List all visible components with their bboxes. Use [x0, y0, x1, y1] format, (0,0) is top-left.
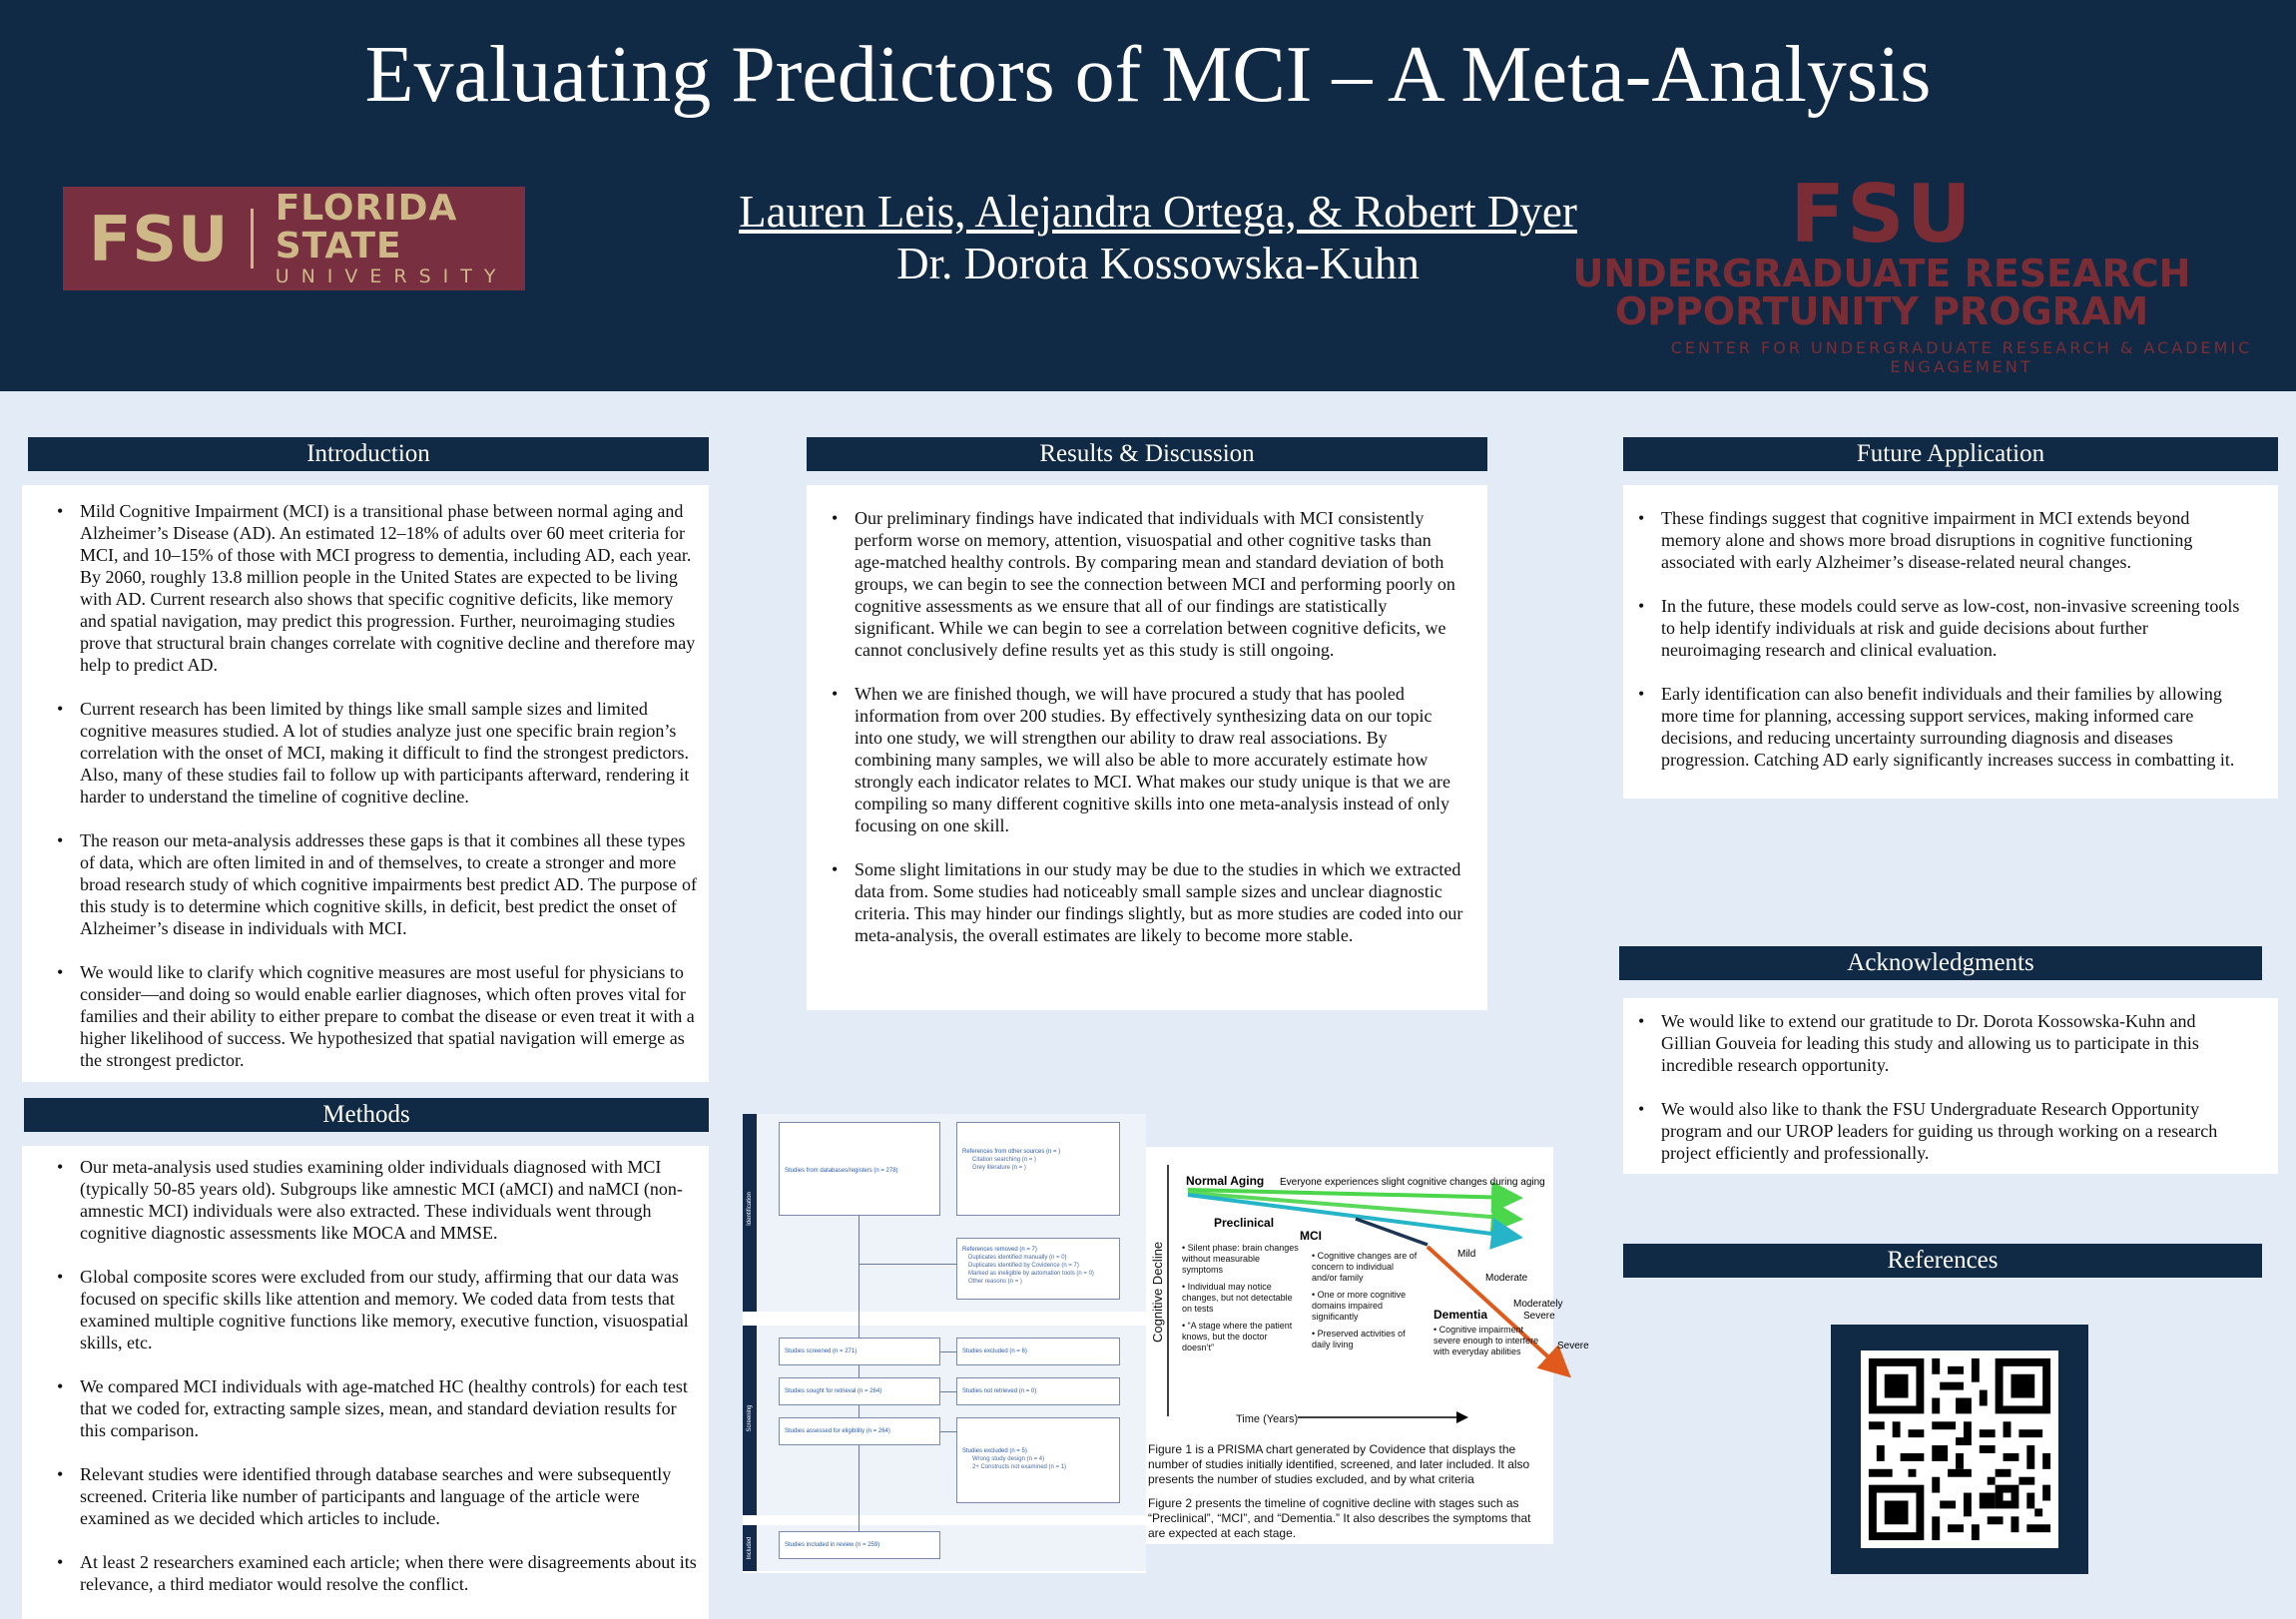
mci-bullets	[1312, 1251, 1422, 1350]
introduction-item: • Current research has been limited by things like small sample sizes and limited cognitive measures studied. A lot of studies analyze just one specific brain region’s correlation with the onset of MCI, making it difficult to find the strongest predictors. Also, many of these studies fail to follow up with participants afterward, rendering it harder to understand the timeline of cognitive decline.	[80, 698, 703, 808]
qr-code[interactable]	[1861, 1350, 2058, 1548]
prisma-box-sought: Studies sought for retrieval (n = 264)	[779, 1377, 940, 1405]
stage-moderate: Moderate	[1485, 1273, 1528, 1284]
prisma-connector	[859, 1365, 860, 1377]
qr-code-panel	[1831, 1325, 2088, 1574]
mci-bullet: • Cognitive changes are of concern to individual and/or family	[1312, 1251, 1418, 1283]
stage-severe-sub: Severe	[1523, 1311, 1555, 1322]
prisma-flow-chart	[743, 1114, 1146, 1573]
preclinical-bullets	[1182, 1243, 1300, 1353]
acknowledgments-item: • We would like to extend our gratitude to Dr. Dorota Kossowska-Kuhn and Gillian Gouveia for leading this study and allowing us to participate in this incredible research opportunity.	[1661, 1010, 2242, 1076]
prisma-connector	[859, 1216, 860, 1338]
introduction-box	[22, 485, 709, 1082]
fsu-logo-line1: FLORIDA STATE	[275, 188, 458, 267]
future-item: • These findings suggest that cognitive impairment in MCI extends beyond memory alone and shows more broad disruptions in cognitive functioning associated with early Alzheimer’s disease-related neural changes.	[1661, 507, 2248, 573]
future-item: • In the future, these models could serve as low-cost, non-invasive screening tools to help identify individuals at risk and guide decisions about further neuroimaging research and clinical evaluation.	[1661, 595, 2248, 661]
introduction-item: • Mild Cognitive Impairment (MCI) is a transitional phase between normal aging and Alzheimer’s Disease (AD). An estimated 12–18% of adults over 60 meet criteria for MCI, and 10–15% of those with MCI progress to dementia, including AD, each year. By 2060, roughly 13.8 million people in the United States are expected to be living with AD. Current research also shows that specific cognitive deficits, like memory and spatial navigation, may predict this progression. Further, neuroimaging studies prove that structural brain changes correlate with cognitive decline and therefore may help to predict AD.	[80, 500, 703, 676]
results-item: • When we are finished though, we will have procured a study that has pooled information from over 200 studies. By effectively synthesizing data on our topic into one study, we will strengthen our ability to draw real associations. By combining many samples, we will also be able to more accurately estimate how strongly each indicator relates to MCI. What makes our study unique is that we are compiling so many different cognitive skills into one meta-analysis instead of only focusing on one skill.	[855, 683, 1463, 836]
mci-bullet: • Preserved activities of daily living	[1312, 1329, 1406, 1349]
stage-moderately: Moderately	[1513, 1299, 1563, 1310]
introduction-item: • We would like to clarify which cognitive measures are most useful for physicians to consider—and doing so would enable earlier diagnoses, which often proves vital for families and their ability to either prepare to combat the disease or even treat it with a higher likelihood of success. We hypothesized that spatial navigation will emerge as the strongest predictor.	[80, 961, 703, 1071]
future-item: • Early identification can also benefit individuals and their families by allowing more time for planning, accessing support services, making informed care decisions, and reducing uncertainty surrounding diagnosis and diseases progression. Catching AD early significantly increases success in combatting it.	[1661, 683, 2248, 771]
qr-code-graphic	[1861, 1350, 2058, 1548]
preclinical-bullet: • Individual may notice changes, but not detectable on tests	[1182, 1282, 1293, 1314]
preclinical-bullet: • Silent phase: brain changes without measurable symptoms	[1182, 1243, 1299, 1275]
normal-aging-label: Normal Aging	[1186, 1174, 1265, 1188]
urop-logo	[1572, 168, 2296, 376]
methods-heading: Methods	[24, 1098, 709, 1132]
methods-box	[22, 1146, 709, 1619]
stage-mild: Mild	[1457, 1249, 1476, 1260]
introduction-item: • The reason our meta-analysis addresses these gaps is that it combines all these types of data, which are often limited in and of themselves, to create a stronger and more broad research study of which cognitive impairments best predict AD. The purpose of this study is to determine which cognitive skills, in deficit, best predict the onset of Alzheimer’s disease in individuals with MCI.	[80, 829, 703, 939]
preclinical-bullet: • “A stage where the patient knows, but the doctor doesn’t”	[1182, 1321, 1293, 1352]
y-axis-label: Cognitive Decline	[1150, 1241, 1165, 1343]
urop-logo-line1: UNDERGRADUATE RESEARCH	[1572, 252, 2191, 295]
future-box	[1623, 485, 2278, 799]
prisma-box-removed: References removed (n = 7) Duplicates identified manually (n = 0) Duplicates identified by Covidence (n = 7) Marked as ineligible by automation tools (n = 0) Other reasons (n = )	[956, 1238, 1120, 1300]
figure-2-caption: Figure 2 presents the timeline of cognitive decline with stages such as “Preclinical”, “MCI”, and “Dementia.” It also describes the symptoms that are expected at each stage.	[1148, 1496, 1531, 1540]
prisma-label-screening: Screening	[743, 1326, 757, 1515]
prisma-connector	[859, 1445, 860, 1531]
prisma-box-screened: Studies screened (n = 271)	[779, 1338, 940, 1365]
dementia-bullet: • Cognitive impairment severe enough to interfere with everyday abilities	[1434, 1325, 1539, 1356]
prisma-connector	[940, 1351, 956, 1352]
mci-label: MCI	[1300, 1229, 1322, 1243]
mci-bullet: • One or more cognitive domains impaired significantly	[1312, 1290, 1407, 1322]
urop-logo-line2: OPPORTUNITY PROGRAM	[1614, 289, 2149, 333]
fsu-logo-line2: UNIVERSITY	[275, 266, 508, 287]
prisma-connector	[940, 1391, 956, 1392]
poster-title: Evaluating Predictors of MCI – A Meta-Analysis	[364, 31, 1932, 119]
fsu-logo-divider	[251, 209, 253, 269]
urop-logo-line3: CENTER FOR UNDERGRADUATE RESEARCH & ACADEMIC ENGAGEMENT	[1670, 338, 2253, 376]
prisma-box-excluded: Studies excluded (n = 6)	[956, 1338, 1120, 1365]
prisma-connector	[940, 1431, 956, 1432]
future-list	[1661, 507, 2248, 771]
advisor-line: Dr. Dorota Kossowska-Kuhn	[896, 239, 1420, 288]
results-box	[807, 485, 1487, 1010]
prisma-box-not-retrieved: Studies not retrieved (n = 0)	[956, 1377, 1120, 1405]
future-heading: Future Application	[1623, 437, 2278, 471]
acknowledgments-heading: Acknowledgments	[1619, 946, 2262, 980]
urop-logo-mark: FSU	[1790, 168, 1974, 261]
methods-list	[80, 1156, 703, 1595]
introduction-heading: Introduction	[28, 437, 709, 471]
fsu-logo	[63, 187, 525, 290]
dementia-label: Dementia	[1434, 1308, 1488, 1322]
prisma-box-included: Studies included in review (n = 259)	[779, 1531, 940, 1559]
methods-item: • At least 2 researchers examined each article; when there were disagreements about its relevance, a third mediator would resolve the conflict.	[80, 1551, 703, 1595]
methods-item: • Global composite scores were excluded from our study, affirming that our data was focused on specific skills like attention and memory. We coded data from tests that examined multiple cognitive functions like memory, executive function, visuospatial skills, etc.	[80, 1266, 703, 1353]
acknowledgments-item: • We would also like to thank the FSU Undergraduate Research Opportunity program and our UROP leaders for guiding us through working on a research project efficiently and professionally.	[1661, 1098, 2242, 1164]
introduction-list	[80, 500, 703, 1071]
prisma-box-excluded-eligibility: Studies excluded (n = 5) Wrong study design (n = 4) 2+ Constructs not examined (n = 1)	[956, 1417, 1120, 1503]
figure-2-panel	[1146, 1147, 1589, 1544]
prisma-label-included: Included	[743, 1525, 757, 1571]
results-list	[855, 507, 1463, 946]
authors-line: Lauren Leis, Alejandra Ortega, & Robert Dyer	[739, 187, 1577, 237]
fsu-logo-text	[276, 190, 525, 287]
prisma-connector	[859, 1405, 860, 1417]
prisma-box-other-sources: References from other sources (n = ) Citation searching (n = ) Grey literature (n = )	[956, 1122, 1120, 1216]
figure-1-caption: Figure 1 is a PRISMA chart generated by Covidence that displays the number of studies initially identified, screened, and later included. It also presents the number of studies excluded, and by what criteria	[1148, 1442, 1530, 1486]
acknowledgments-box	[1623, 998, 2278, 1174]
x-axis-label: Time (Years)	[1236, 1413, 1299, 1425]
results-item: • Our preliminary findings have indicated that individuals with MCI consistently perform worse on memory, attention, visuospatial and other cognitive tasks than age-matched healthy controls. By comparing mean and standard deviation of both groups, we can begin to see the connection between MCI and performing poorly on cognitive assessments as we ensure that all of our findings are statistically significant. While we can begin to see a correlation between cognitive deficits, we cannot conclusively define results yet as this study is still ongoing.	[855, 507, 1463, 661]
references-heading: References	[1623, 1244, 2262, 1278]
prisma-label-identification: Identification	[743, 1114, 757, 1312]
normal-aging-note: Everyone experiences slight cognitive changes during aging	[1280, 1177, 1545, 1188]
preclinical-label: Preclinical	[1214, 1216, 1275, 1230]
dementia-bullets	[1434, 1325, 1545, 1357]
methods-item: • Our meta-analysis used studies examining older individuals diagnosed with MCI (typically 50-85 years old). Subgroups like amnestic MCI (aMCI) and naMCI (non-amnestic MCI) individuals were also extracted. These individuals went through cognitive diagnostic assessments like MOCA and MMSE.	[80, 1156, 703, 1244]
fsu-logo-mark: FSU	[89, 202, 230, 275]
prisma-connector	[859, 1264, 956, 1265]
methods-item: • We compared MCI individuals with age-matched HC (healthy controls) for each test that we coded for, extracting sample sizes, mean, and standard deviation results for this comparison.	[80, 1375, 703, 1441]
methods-item: • Relevant studies were identified through database searches and were subsequently screened. Criteria like number of participants and language of the article were examined as we decided which articles to include.	[80, 1463, 703, 1529]
stage-severe: Severe	[1557, 1341, 1589, 1351]
prisma-box-databases: Studies from databases/registers (n = 278)	[779, 1122, 940, 1216]
results-heading: Results & Discussion	[807, 437, 1487, 471]
prisma-box-assessed: Studies assessed for eligibility (n = 264)	[779, 1417, 940, 1445]
poster-header	[0, 0, 2296, 391]
results-item: • Some slight limitations in our study may be due to the studies in which we extracted data from. Some studies had noticeably small sample sizes and unclear diagnostic criteria. This may hinder our findings slightly, but as more studies are coded into our meta-analysis, the overall estimates are likely to become more stable.	[855, 858, 1463, 946]
acknowledgments-list	[1661, 1010, 2242, 1164]
